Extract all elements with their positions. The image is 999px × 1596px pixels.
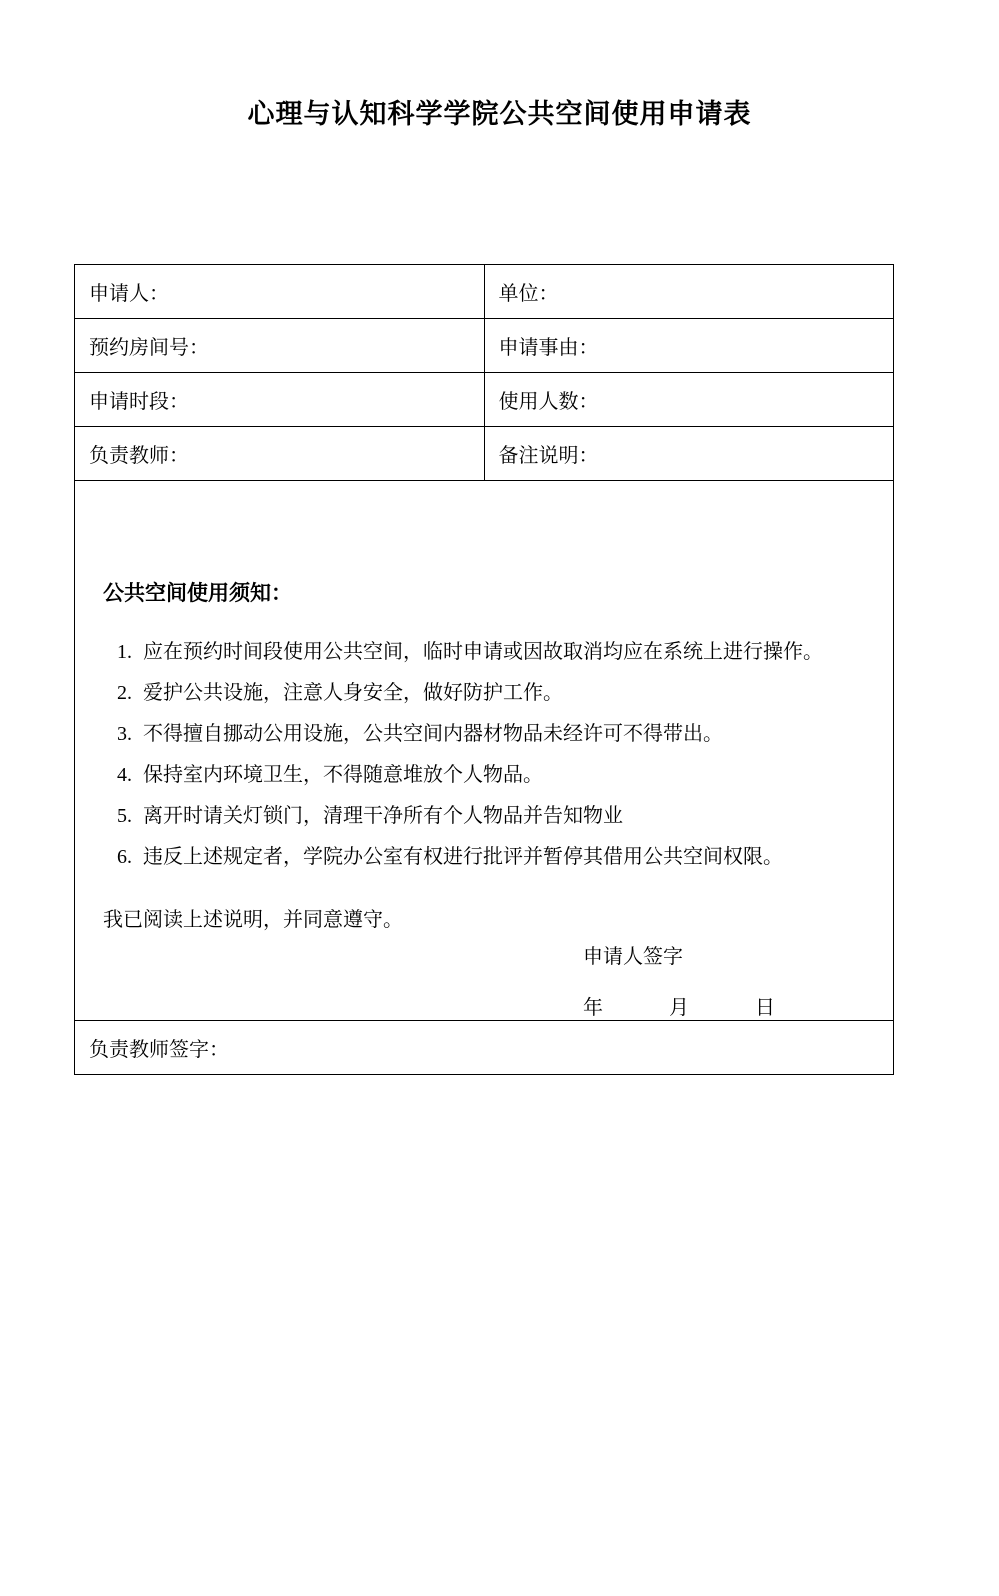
- field-applicant[interactable]: 申请人：: [75, 265, 485, 319]
- date-day-label: 日: [755, 997, 777, 1019]
- agreement-text: 我已阅读上述说明，并同意遵守。: [103, 909, 403, 931]
- notice-cell: [75, 481, 894, 1021]
- document-page: [0, 92, 999, 1596]
- field-time-slot[interactable]: 申请时段：: [75, 373, 485, 427]
- teacher-signature-label: 负责教师签字：: [89, 1039, 229, 1061]
- notice-block: [89, 481, 893, 1020]
- date-year-label: 年: [583, 997, 605, 1019]
- field-unit[interactable]: 单位：: [484, 265, 894, 319]
- table-row: [75, 319, 894, 373]
- form-table: [74, 264, 894, 1075]
- table-row: [75, 1021, 894, 1075]
- list-item: 6. 违反上述规定者，学院办公室有权进行批评并暂停其借用公共空间权限。: [137, 838, 867, 877]
- applicant-signature-label[interactable]: 申请人签字: [583, 946, 683, 968]
- table-row: [75, 373, 894, 427]
- teacher-signature-cell[interactable]: [75, 1021, 894, 1075]
- field-attendee-count[interactable]: 使用人数：: [484, 373, 894, 427]
- date-month-label: 月: [669, 997, 691, 1019]
- list-item: 4. 保持室内环境卫生，不得随意堆放个人物品。: [137, 756, 867, 795]
- application-form: [74, 264, 894, 1075]
- field-remarks[interactable]: 备注说明：: [484, 427, 894, 481]
- field-responsible-teacher[interactable]: 负责教师：: [75, 427, 485, 481]
- list-item: 5. 离开时请关灯锁门，清理干净所有个人物品并告知物业: [137, 797, 867, 836]
- notice-list: [103, 633, 867, 877]
- list-item: 2. 爱护公共设施，注意人身安全，做好防护工作。: [137, 674, 867, 713]
- table-row: [75, 427, 894, 481]
- table-row: [75, 265, 894, 319]
- field-room-number[interactable]: 预约房间号：: [75, 319, 485, 373]
- page-title: 心理与认知科学学院公共空间使用申请表: [247, 99, 752, 129]
- table-row: [75, 481, 894, 1021]
- field-reason[interactable]: 申请事由：: [484, 319, 894, 373]
- list-item: 3. 不得擅自挪动公用设施，公共空间内器材物品未经许可不得带出。: [137, 715, 867, 754]
- list-item: 1. 应在预约时间段使用公共空间，临时申请或因故取消均应在系统上进行操作。: [137, 633, 867, 672]
- notice-heading: 公共空间使用须知：: [103, 582, 292, 605]
- date-line[interactable]: [103, 991, 867, 1020]
